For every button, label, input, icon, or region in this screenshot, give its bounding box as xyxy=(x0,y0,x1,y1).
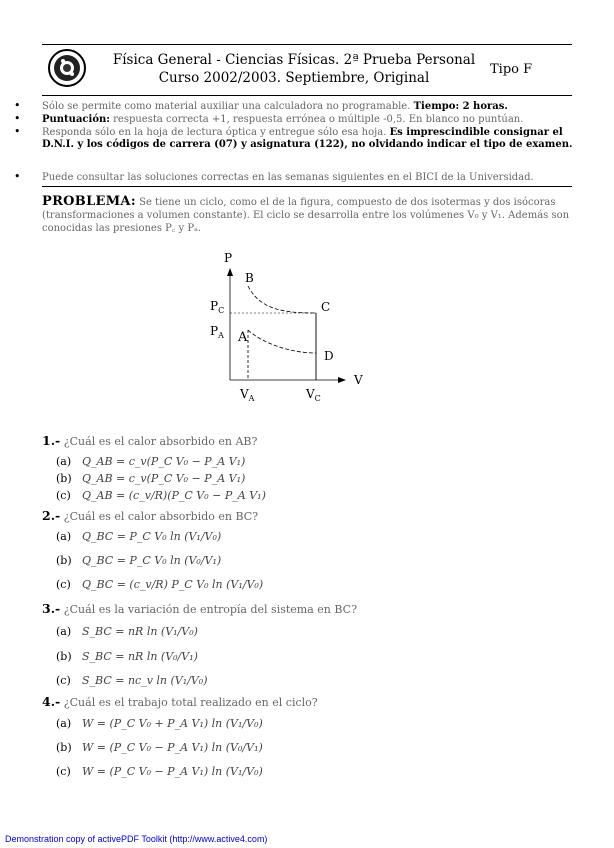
header-rule-top xyxy=(42,44,572,45)
pv-diagram xyxy=(200,248,380,408)
question-1-option-c[interactable]: (c) Q_AB = (c_v/R)(P_C V₀ − P_A V₁) xyxy=(56,489,266,502)
p-axis-label: P xyxy=(224,251,233,265)
university-seal-logo xyxy=(46,48,88,88)
question-3-option-b[interactable]: (b) S_BC = nR ln (V₀/V₁) xyxy=(56,650,198,663)
vc-label: $V_C$ xyxy=(306,387,321,403)
point-a-label: A xyxy=(238,330,248,345)
pa-label: $P_A$ xyxy=(210,324,224,340)
question-3: 3.- ¿Cuál es la variación de entropía del sistema en BC? xyxy=(42,601,357,616)
question-1: 1.- ¿Cuál es el calor absorbido en AB? xyxy=(42,433,258,448)
instruction-2: Puntuación: respuesta correcta +1, respuesta errónea o múltiple -0,5. En blanco no puntúan. xyxy=(42,114,524,125)
point-d-label: D xyxy=(324,349,334,363)
header-rule-bottom xyxy=(42,95,572,96)
question-2-option-b[interactable]: (b) Q_BC = P_C V₀ ln (V₀/V₁) xyxy=(56,554,222,567)
header-subtitle: Curso 2002/2003. Septiembre, Original xyxy=(158,70,430,86)
section-rule xyxy=(42,186,572,187)
instruction-3: Responda sólo en la hoja de lectura óptica y entregue sólo esa hoja. Es imprescindible consignar el D.N.I. y los códigos de carrera (07) y asignatura (122), no olvidando indicar el tipo de examen. xyxy=(42,127,573,150)
question-3-option-c[interactable]: (c) S_BC = nc_v ln (V₁/V₀) xyxy=(56,674,208,687)
bullet-icon: • xyxy=(14,112,21,125)
question-2: 2.- ¿Cuál es el calor absorbido en BC? xyxy=(42,508,259,523)
pc-label: $P_C$ xyxy=(210,299,225,315)
question-2-option-c[interactable]: (c) Q_BC = (c_v/R) P_C V₀ ln (V₁/V₀) xyxy=(56,578,264,591)
question-3-option-a[interactable]: (a) S_BC = nR ln (V₁/V₀) xyxy=(56,625,198,638)
problem-statement: PROBLEMA: Se tiene un ciclo, como el de la figura, compuesto de dos isotermas y dos isócoras (transformaciones a volumen constante). El ciclo se desarrolla entre los volúmenes V₀ y V₁. Además son conocidas las presiones P꜀ y Pₐ. xyxy=(42,194,570,234)
header-title: Física General - Ciencias Físicas. 2ª Prueba Personal xyxy=(112,52,476,68)
p-axis-arrow-icon xyxy=(227,268,233,276)
bullet-icon: • xyxy=(14,99,21,112)
question-4: 4.- ¿Cuál es el trabajo total realizado en el ciclo? xyxy=(42,694,318,709)
exam-type: Tipo F xyxy=(490,62,533,77)
point-c-label: C xyxy=(321,300,331,314)
question-1-option-a[interactable]: (a) Q_AB = c_v(P_C V₀ − P_A V₁) xyxy=(56,455,246,468)
question-2-option-a[interactable]: (a) Q_BC = P_C V₀ ln (V₁/V₀) xyxy=(56,530,222,543)
bullet-icon: • xyxy=(14,170,21,183)
question-4-option-b[interactable]: (b) W = (P_C V₀ − P_A V₁) ln (V₀/V₁) xyxy=(56,741,263,754)
v-axis-arrow-icon xyxy=(338,377,346,383)
v-axis-label: V xyxy=(354,373,363,387)
instruction-1: Sólo se permite como material auxiliar una calculadora no programable. Tiempo: 2 horas. xyxy=(42,101,508,112)
question-4-option-a[interactable]: (a) W = (P_C V₀ + P_A V₁) ln (V₁/V₀) xyxy=(56,717,263,730)
va-label: $V_A$ xyxy=(240,387,255,403)
bullet-icon: • xyxy=(14,125,21,138)
question-1-option-b[interactable]: (b) Q_AB = c_v(P_C V₀ − P_A V₁) xyxy=(56,472,246,485)
demo-watermark-link[interactable]: Demonstration copy of activePDF Toolkit (http://www.active4.com) xyxy=(5,834,268,844)
isotherm-bc xyxy=(248,286,316,313)
point-b-label: B xyxy=(245,271,254,285)
isotherm-ad xyxy=(248,330,316,353)
instruction-4: Puede consultar las soluciones correctas en las semanas siguientes en el BICI de la Universidad. xyxy=(42,172,534,183)
question-4-option-c[interactable]: (c) W = (P_C V₀ − P_A V₁) ln (V₁/V₀) xyxy=(56,765,263,778)
